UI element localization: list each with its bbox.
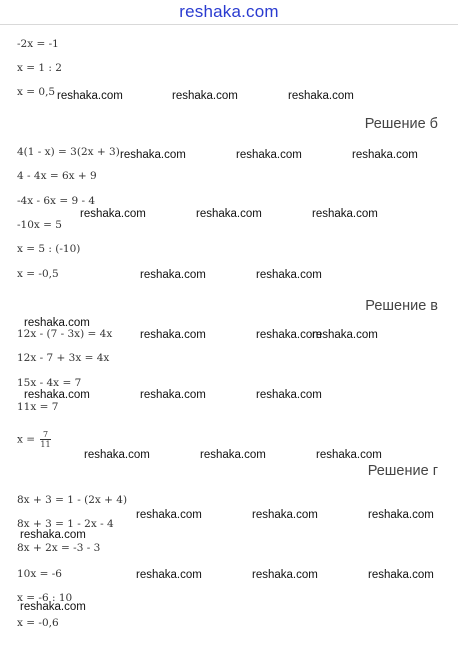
- equation-line: x = 0,5: [17, 86, 56, 98]
- watermark: reshaka.com: [80, 208, 146, 220]
- fraction-denominator: 11: [40, 440, 51, 449]
- equation-line: x = 5 : (-10): [17, 243, 81, 255]
- watermark: reshaka.com: [312, 208, 378, 220]
- equation-line: 10x = -6: [17, 568, 62, 580]
- equation-line: -4x - 6x = 9 - 4: [17, 195, 96, 207]
- watermark: reshaka.com: [368, 569, 434, 581]
- watermark: reshaka.com: [136, 509, 202, 521]
- section-heading-g: Решение г: [367, 463, 438, 479]
- section-heading-v: Решение в: [365, 298, 438, 314]
- equation-line: 4(1 - x) = 3(2x + 3): [17, 146, 120, 158]
- watermark: reshaka.com: [236, 149, 302, 161]
- equation-line: 8x + 3 = 1 - 2x - 4: [17, 518, 114, 530]
- watermark: reshaka.com: [256, 269, 322, 281]
- watermark: reshaka.com: [316, 449, 382, 461]
- fraction-numerator: 7: [40, 430, 50, 440]
- equation-line-fraction: [17, 430, 51, 449]
- equation-line: 11x = 7: [17, 401, 59, 413]
- watermark: reshaka.com: [256, 389, 322, 401]
- equation-line: x = -0,5: [17, 268, 59, 280]
- watermark: reshaka.com: [136, 569, 202, 581]
- equation-line: x = -6 : 10: [17, 592, 73, 604]
- watermark: reshaka.com: [312, 329, 378, 341]
- section-heading-b: Решение б: [364, 116, 438, 132]
- header-bar: [0, 0, 458, 25]
- watermark: reshaka.com: [196, 208, 262, 220]
- watermark: reshaka.com: [140, 389, 206, 401]
- watermark: reshaka.com: [120, 149, 186, 161]
- watermark: reshaka.com: [252, 569, 318, 581]
- fraction: [40, 430, 50, 449]
- watermark: reshaka.com: [20, 529, 86, 541]
- equation-line: -2x = -1: [17, 38, 59, 50]
- watermark: reshaka.com: [256, 329, 322, 341]
- equation-line: -10x = 5: [17, 219, 62, 231]
- watermark: reshaka.com: [288, 90, 354, 102]
- equation-lhs: x =: [17, 433, 36, 446]
- equation-line: 12x - 7 + 3x = 4x: [17, 352, 110, 364]
- watermark: reshaka.com: [84, 449, 150, 461]
- watermark: reshaka.com: [20, 601, 86, 613]
- equation-line: x = -0,6: [17, 617, 59, 629]
- equation-line: 8x + 2x = -3 - 3: [17, 542, 101, 554]
- site-title[interactable]: reshaka.com: [179, 2, 279, 21]
- equation-line: 4 - 4x = 6x + 9: [17, 170, 97, 182]
- watermark: reshaka.com: [252, 509, 318, 521]
- equation-line: 8x + 3 = 1 - (2x + 4): [17, 494, 128, 506]
- watermark: reshaka.com: [140, 269, 206, 281]
- equation-line: x = 1 : 2: [17, 62, 62, 74]
- watermark: reshaka.com: [368, 509, 434, 521]
- watermark: reshaka.com: [200, 449, 266, 461]
- watermark: reshaka.com: [352, 149, 418, 161]
- equation-line: 15x - 4x = 7: [17, 377, 82, 389]
- watermark: reshaka.com: [172, 90, 238, 102]
- equation-line: 12x - (7 - 3x) = 4x: [17, 328, 113, 340]
- watermark: reshaka.com: [24, 389, 90, 401]
- watermark: reshaka.com: [24, 317, 90, 329]
- watermark: reshaka.com: [140, 329, 206, 341]
- watermark: reshaka.com: [57, 90, 123, 102]
